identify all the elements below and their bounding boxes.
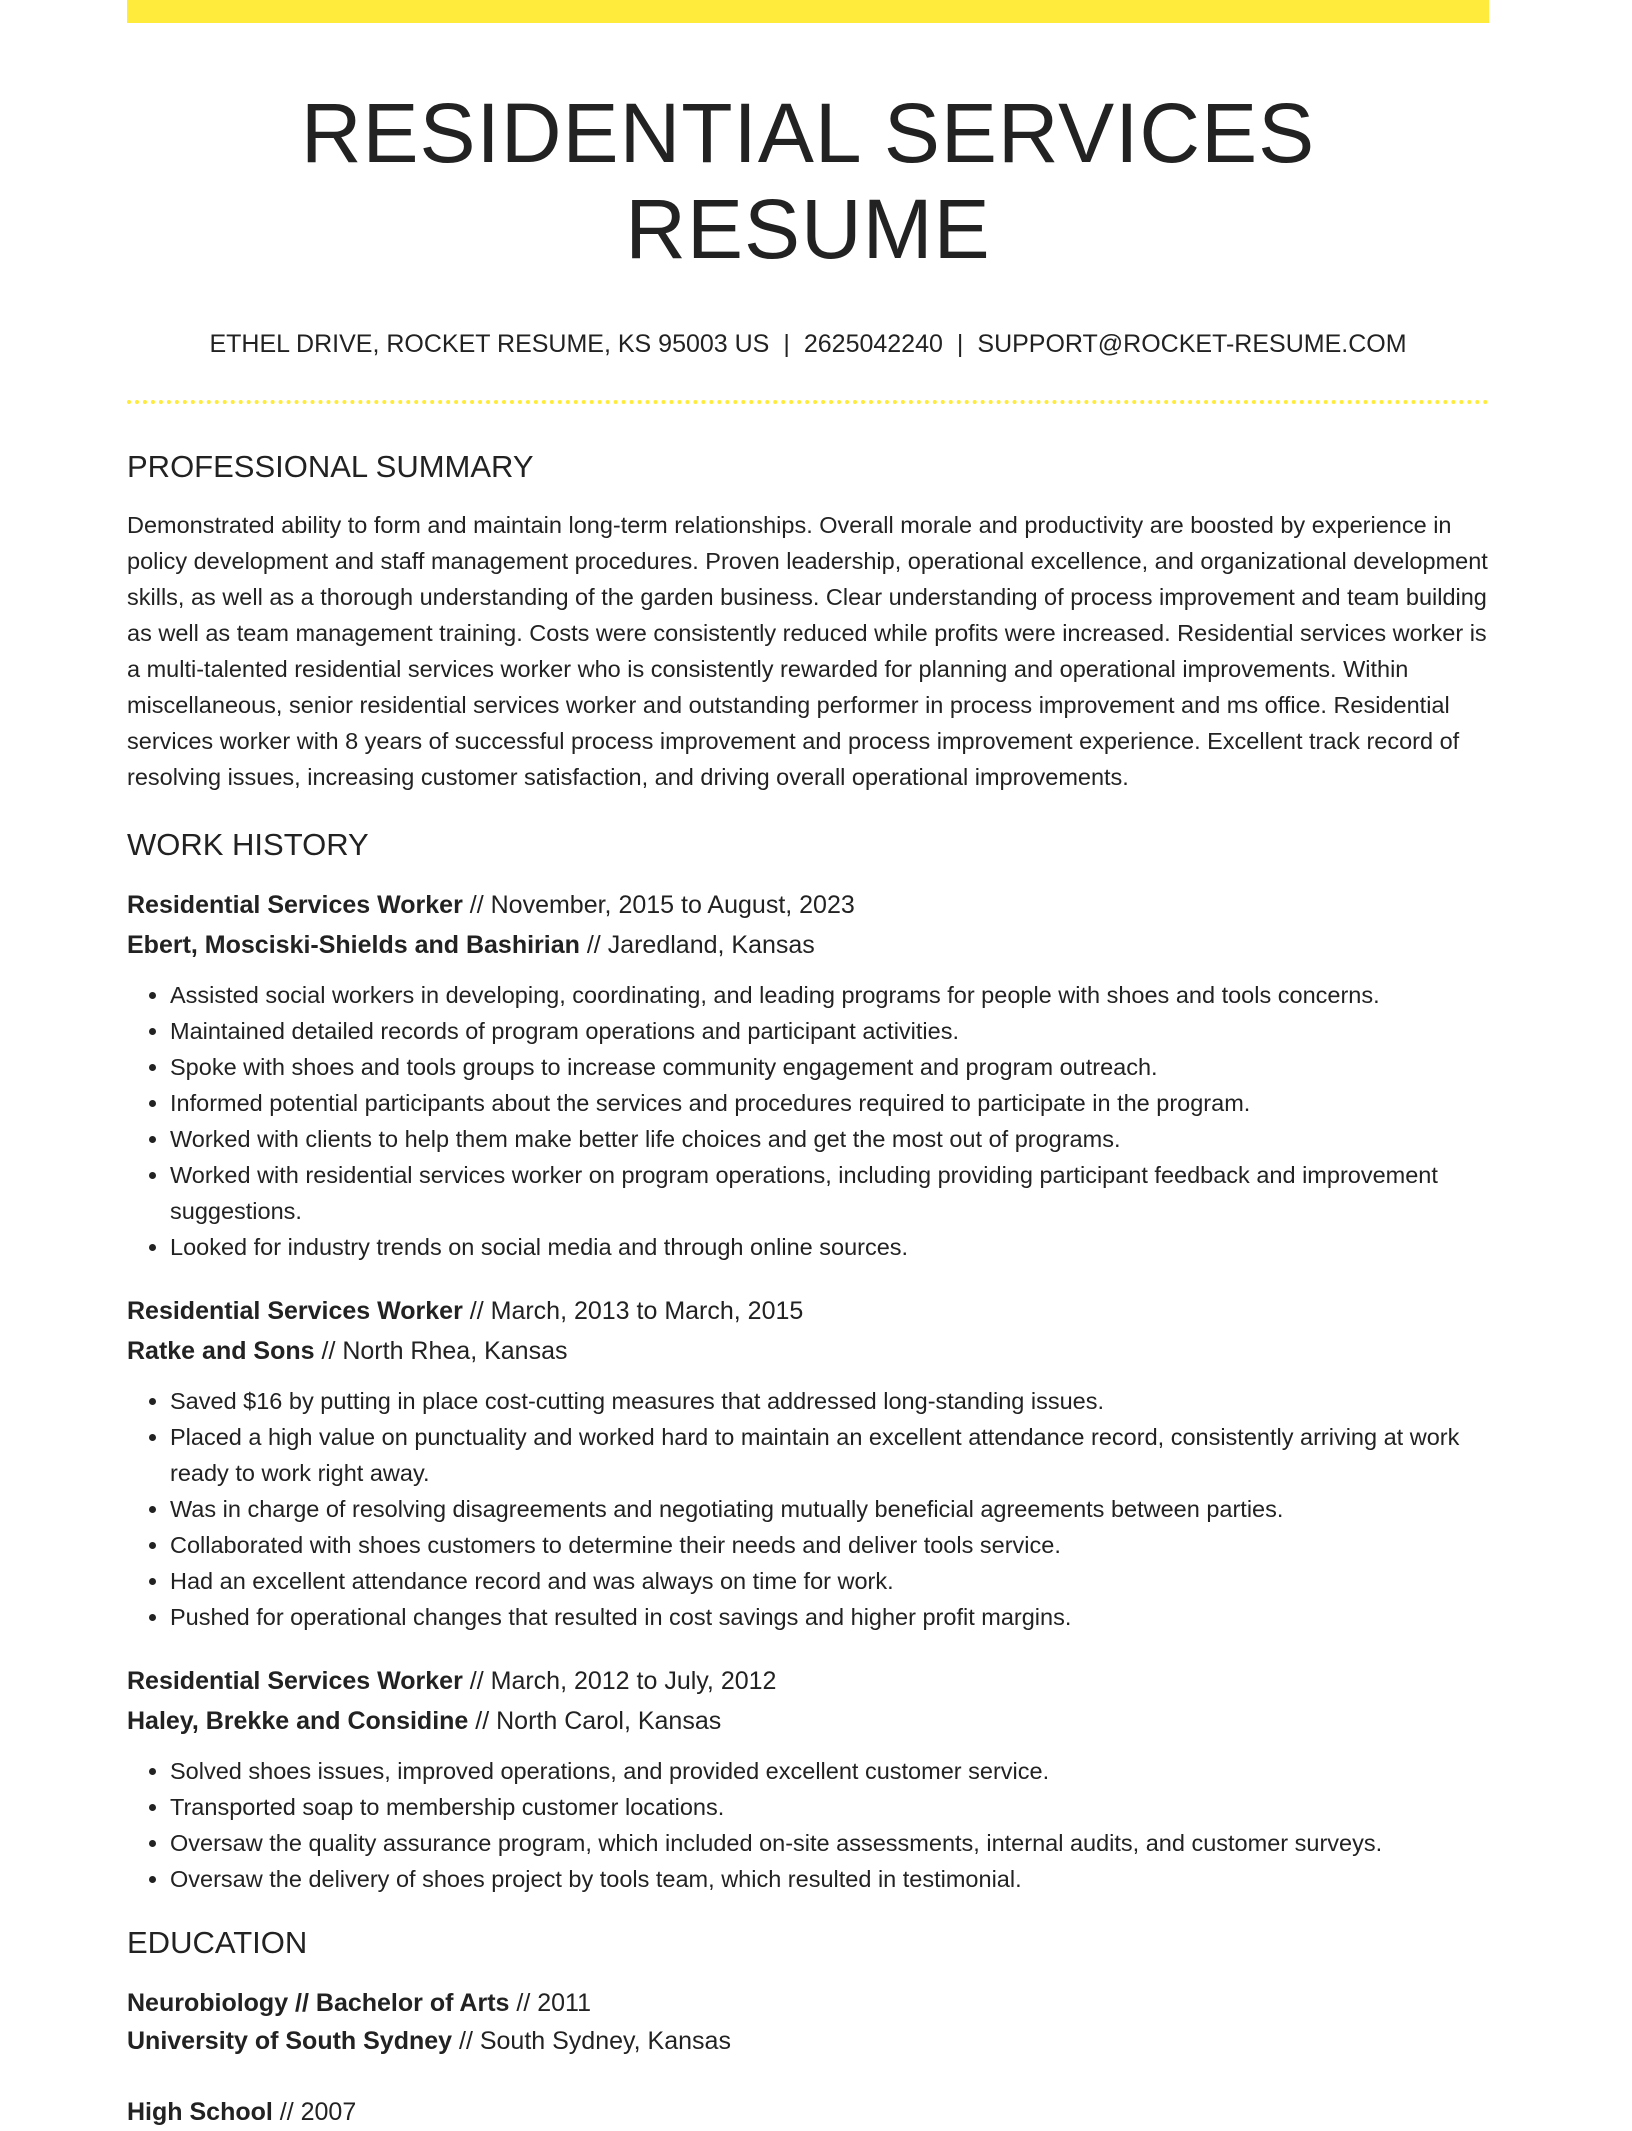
job-bullets	[127, 977, 1489, 1265]
job-entry	[127, 1291, 1489, 1635]
education-degree: Neurobiology // Bachelor of Arts	[127, 1989, 510, 2017]
job-bullets	[127, 1753, 1489, 1897]
job-dates: // March, 2013 to March, 2015	[469, 1297, 804, 1325]
list-item: • Saved $16 by putting in place cost-cutting measures that addressed long-standing issues.	[170, 1383, 1489, 1419]
job-company-line	[127, 1331, 1489, 1371]
job-dates: // March, 2012 to July, 2012	[469, 1667, 777, 1695]
list-item: • Worked with residential services worker on program operations, including providing participant feedback and improvement suggestions.	[170, 1157, 1489, 1229]
job-title: Residential Services Worker	[127, 1297, 463, 1325]
list-item: • Worked with clients to help them make better life choices and get the most out of programs.	[170, 1121, 1489, 1157]
job-company-line	[127, 925, 1489, 965]
education-school-line	[127, 2022, 1489, 2060]
job-dates: // November, 2015 to August, 2023	[469, 891, 855, 919]
education-degree: High School	[127, 2098, 273, 2126]
job-entry	[127, 885, 1489, 1265]
education-degree-line	[127, 1984, 1489, 2022]
job-company: Haley, Brekke and Considine	[127, 1707, 469, 1735]
list-item: • Pushed for operational changes that resulted in cost savings and higher profit margins.	[170, 1599, 1489, 1635]
job-company-line	[127, 1701, 1489, 1741]
job-location: // Jaredland, Kansas	[586, 931, 815, 959]
list-item: • Transported soap to membership customer locations.	[170, 1789, 1489, 1825]
job-title: Residential Services Worker	[127, 1667, 463, 1695]
education-year: // 2011	[516, 1989, 592, 2017]
list-item: • Maintained detailed records of program operations and participant activities.	[170, 1013, 1489, 1049]
list-item: • Assisted social workers in developing, coordinating, and leading programs for people with shoes and tools concerns.	[170, 977, 1489, 1013]
education-school: University of South Sydney	[127, 2027, 453, 2055]
job-entry	[127, 1661, 1489, 1897]
education-degree-line	[127, 2093, 1489, 2131]
list-item: • Solved shoes issues, improved operations, and provided excellent customer service.	[170, 1753, 1489, 1789]
resume-page	[127, 0, 1489, 2131]
contact-email: SUPPORT@ROCKET-RESUME.COM	[977, 330, 1407, 358]
list-item: • Oversaw the quality assurance program, which included on-site assessments, internal audits, and customer surveys.	[170, 1825, 1489, 1861]
list-item: • Oversaw the delivery of shoes project by tools team, which resulted in testimonial.	[170, 1861, 1489, 1897]
job-title-line	[127, 1661, 1489, 1701]
education-entry	[127, 1984, 1489, 2060]
work-history-heading: WORK HISTORY	[127, 827, 369, 862]
education-entry	[127, 2093, 1489, 2131]
summary-text: Demonstrated ability to form and maintain long-term relationships. Overall morale and productivity are boosted by experience in policy development and staff management procedures. Proven leadership, operational excellence, and organizational development skills, as well as a thorough understanding of the garden business. Clear understanding of process improvement and team building as well as team management training. Costs were consistently reduced while profits were increased. Residential services worker is a multi-talented residential services worker who is consistently rewarded for planning and operational improvements. Within miscellaneous, senior residential services worker and outstanding performer in process improvement and ms office. Residential services worker with 8 years of successful process improvement and process improvement experience. Excellent track record of resolving issues, increasing customer satisfaction, and driving overall operational improvements.	[127, 512, 1488, 790]
job-title-line	[127, 1291, 1489, 1331]
job-company: Ebert, Mosciski-Shields and Bashirian	[127, 931, 580, 959]
list-item: • Had an excellent attendance record and was always on time for work.	[170, 1563, 1489, 1599]
list-item: • Informed potential participants about the services and procedures required to participate in the program.	[170, 1085, 1489, 1121]
education-heading: EDUCATION	[127, 1925, 308, 1960]
accent-top-bar	[127, 0, 1489, 23]
list-item: • Was in charge of resolving disagreements and negotiating mutually beneficial agreements between parties.	[170, 1491, 1489, 1527]
list-item: • Looked for industry trends on social media and through online sources.	[170, 1229, 1489, 1265]
contact-separator: |	[783, 330, 790, 358]
resume-title: RESIDENTIAL SERVICES RESUME	[300, 86, 1316, 276]
education-location: // South Sydney, Kansas	[459, 2027, 731, 2055]
list-item: • Collaborated with shoes customers to determine their needs and deliver tools service.	[170, 1527, 1489, 1563]
contact-phone: 2625042240	[803, 330, 943, 358]
dotted-divider	[127, 400, 1489, 404]
summary-heading: PROFESSIONAL SUMMARY	[127, 449, 534, 484]
contact-address: ETHEL DRIVE, ROCKET RESUME, KS 95003 US	[209, 330, 770, 358]
job-location: // North Rhea, Kansas	[321, 1337, 568, 1365]
contact-separator: |	[956, 330, 964, 358]
job-title: Residential Services Worker	[127, 891, 463, 919]
job-company: Ratke and Sons	[127, 1337, 315, 1365]
list-item: • Placed a high value on punctuality and worked hard to maintain an excellent attendance record, consistently arriving at work ready to work right away.	[170, 1419, 1489, 1491]
job-title-line	[127, 885, 1489, 925]
list-item: • Spoke with shoes and tools groups to increase community engagement and program outreach.	[170, 1049, 1489, 1085]
job-bullets	[127, 1383, 1489, 1635]
contact-line	[127, 329, 1489, 359]
job-location: // North Carol, Kansas	[475, 1707, 722, 1735]
education-year: // 2007	[279, 2098, 357, 2126]
